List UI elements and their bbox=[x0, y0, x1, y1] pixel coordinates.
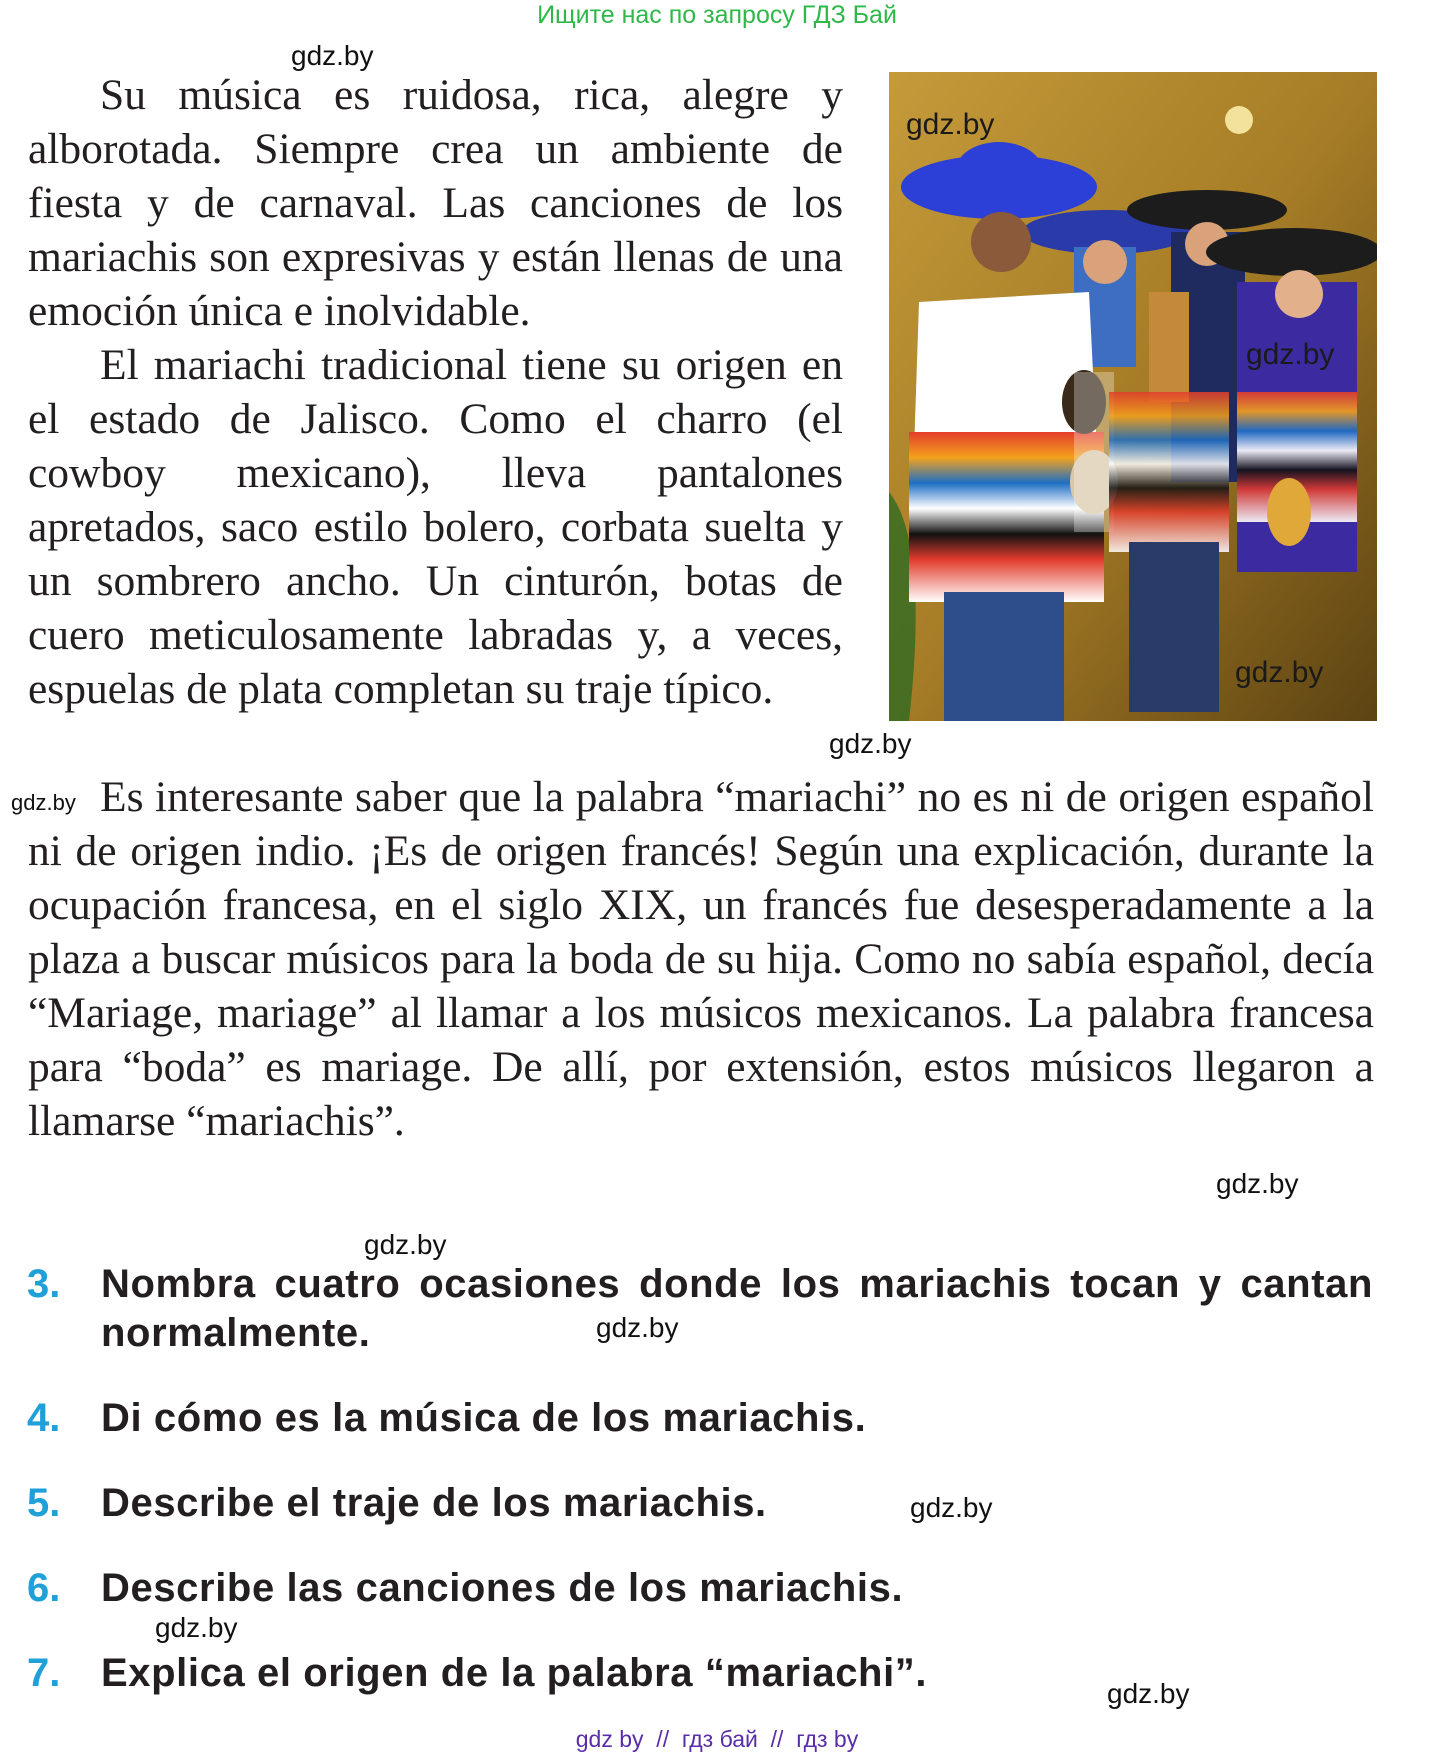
paragraph-1-text: Su música es ruidosa, rica, alegre y alborotada. Siempre crea un ambiente de fiesta y de carnaval. Las canciones de los mariachis son expresivas y están llenas de una emoción única e inolvidable. bbox=[28, 71, 843, 335]
watermark: gdz.by bbox=[364, 1229, 447, 1260]
question-text: Describe el traje de los mariachis. bbox=[101, 1481, 767, 1525]
mariachi-photo bbox=[889, 72, 1377, 721]
question-item bbox=[27, 1649, 1373, 1698]
question-text: Explica el origen de la palabra “mariachi”. bbox=[101, 1651, 928, 1695]
question-item bbox=[27, 1394, 1373, 1443]
watermark: gdz.by bbox=[1235, 656, 1324, 689]
question-number: 3. bbox=[27, 1262, 61, 1306]
question-text: Describe las canciones de los mariachis. bbox=[101, 1566, 904, 1610]
watermark: gdz.by bbox=[596, 1312, 679, 1343]
paragraph-3-text: Es interesante saber que la palabra “mariachi” no es ni de origen español ni de origen indio. ¡Es de origen francés! Según una explicación, durante la ocupación francesa, en el siglo XIX, un francés fue desesperadamente a la plaza a buscar músicos para la boda de su hija. Como no sabía español, decía “Mariage, mariage” al llamar a los músicos mexicanos. La palabra francesa para “boda” es mariage. De allí, por extensión, estos músicos llegaron a llamarse “mariachis”. bbox=[28, 773, 1374, 1145]
watermark: gdz.by bbox=[906, 108, 995, 141]
watermark: gdz.by bbox=[1216, 1168, 1299, 1199]
paragraph-3 bbox=[28, 770, 1374, 1148]
question-number: 4. bbox=[27, 1396, 61, 1440]
watermark: gdz.by bbox=[155, 1612, 238, 1643]
footer-links: gdz by // гдз бай // гдз by bbox=[575, 1726, 859, 1752]
paragraph-2 bbox=[28, 338, 843, 716]
top-banner: Ищите нас по запросу ГДЗ Бай bbox=[537, 1, 897, 29]
paragraph-1 bbox=[28, 68, 843, 338]
watermark: gdz.by bbox=[11, 790, 76, 815]
question-number: 7. bbox=[27, 1651, 61, 1695]
question-item bbox=[27, 1564, 1373, 1613]
paragraph-2-text: El mariachi tradicional tiene su origen en el estado de Jalisco. Como el charro (el cowboy mexicano), lleva pantalones apretados, saco estilo bolero, corbata suelta y un sombrero ancho. Un cinturón, botas de cuero meticulosamente labradas y, a veces, espuelas de plata completan su traje típico. bbox=[28, 341, 843, 713]
question-text: Di cómo es la música de los mariachis. bbox=[101, 1396, 867, 1440]
mariachi-illustration bbox=[889, 72, 1377, 721]
question-number: 6. bbox=[27, 1566, 61, 1610]
question-item bbox=[27, 1479, 1373, 1528]
watermark: gdz.by bbox=[1246, 338, 1335, 371]
watermark: gdz.by bbox=[829, 728, 912, 759]
question-number: 5. bbox=[27, 1481, 61, 1525]
watermark: gdz.by bbox=[910, 1492, 993, 1523]
question-item bbox=[27, 1260, 1373, 1358]
question-text: Nombra cuatro ocasiones donde los mariachis tocan y cantan normalmente. bbox=[101, 1262, 1373, 1355]
watermark: gdz.by bbox=[1107, 1678, 1190, 1709]
watermark: gdz.by bbox=[291, 40, 374, 71]
